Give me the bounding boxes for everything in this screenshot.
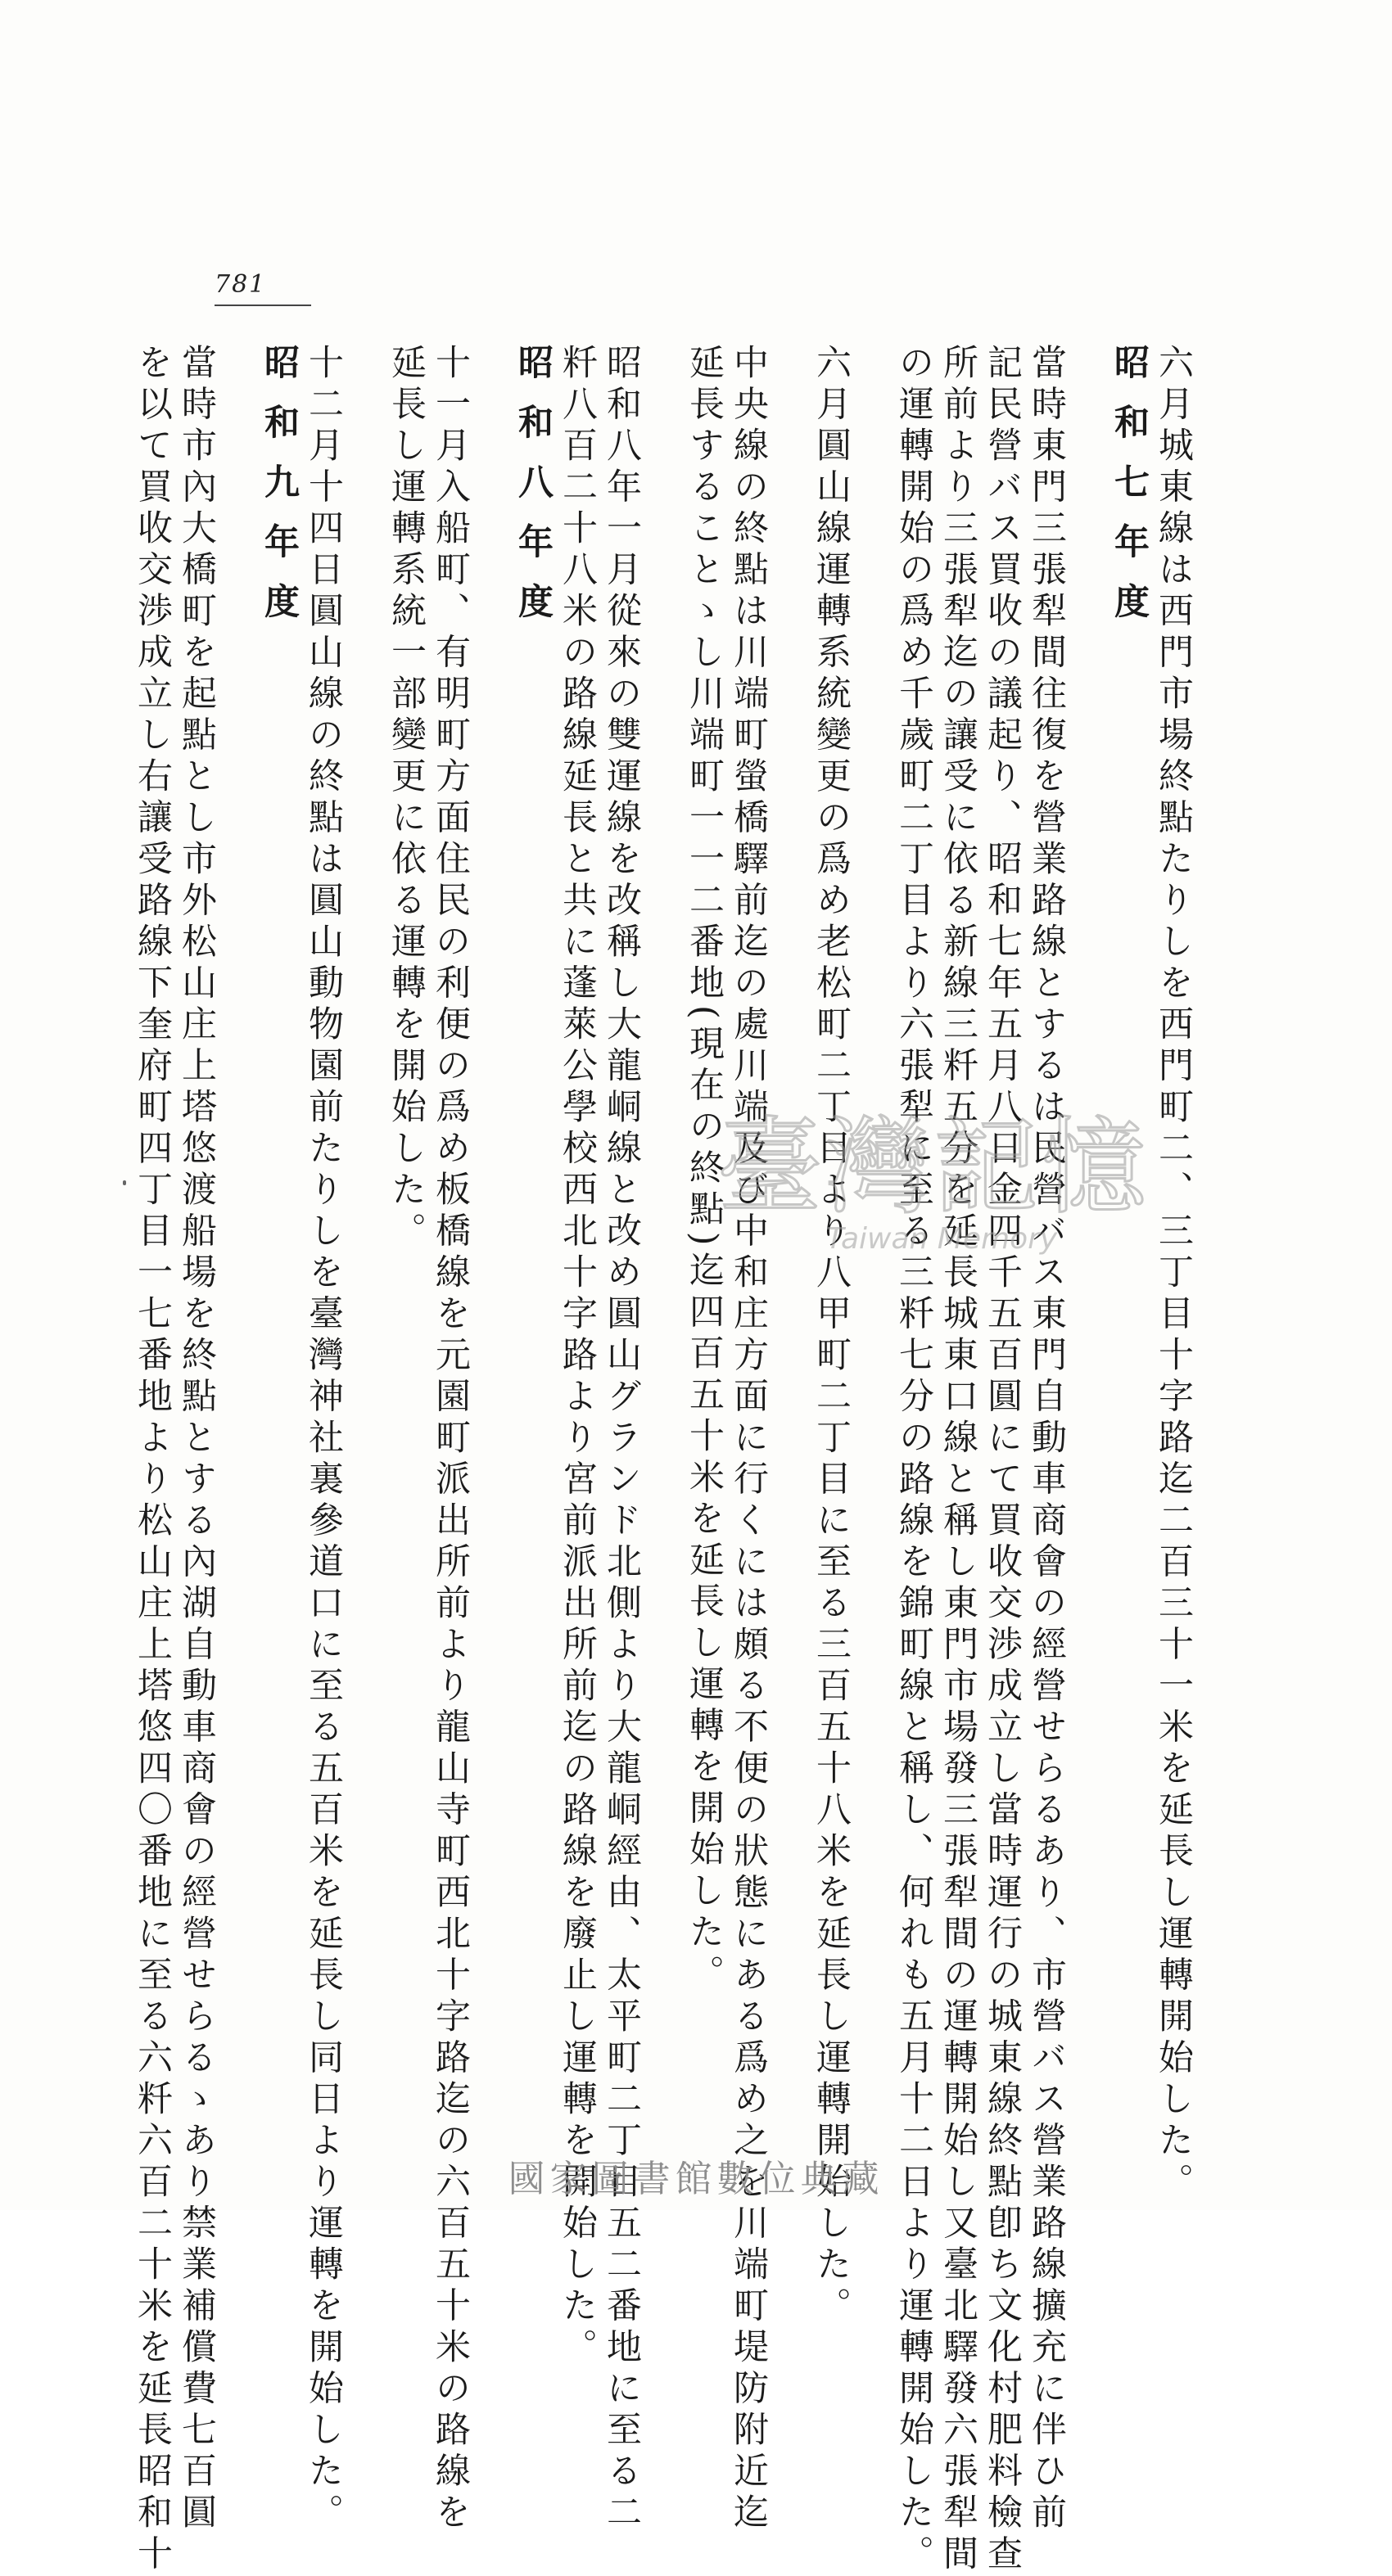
page-number-rule xyxy=(215,305,311,306)
section-heading-showa-7: 昭和七年度 xyxy=(1109,344,1150,643)
text-column-14: 延長し運轉系統一部變更に依る運轉を開始した。 xyxy=(386,344,427,1253)
text-column-5: 所前より三張犁迄の讓受に依る新線三粁五分を延長城東口線と稱し東門市場發三張犁間の運轉開始し又臺北驛發六張犁間 xyxy=(938,344,978,2576)
text-column-18: を以て買收交渉成立し右讓受路線下奎府町四丁目一七番地より松山庄上塔悠四〇番地に至る六粁六百二十米を延長昭和十 xyxy=(132,344,173,2576)
text-column-17: 當時市內大橋町を起點とし市外松山庄上塔悠渡船場を終點とする內湖自動車商會の經營せらるゝあり禁業補償費七百圓 xyxy=(176,344,217,2535)
text-column-8: 中央線の終點は川端町螢橋驛前迄の處川端及び中和庄方面に行くには頗る不便の狀態にある爲め之を川端町堤防附近迄 xyxy=(728,344,769,2535)
section-heading-showa-9: 昭和九年度 xyxy=(259,344,300,643)
section-heading-showa-8: 昭和八年度 xyxy=(513,344,554,643)
text-column-10: 昭和八年一月從來の雙運線を改稱し大龍峒線と改め圓山グランド北側より大龍峒經由、太平町二丁目五二番地に至る二 xyxy=(601,344,642,2535)
page-number: 781 xyxy=(215,270,267,299)
text-column-1: 六月城東線は西門市場終點たりしを西門町二、三丁目十字路迄二百三十一米を延長し運轉開始した。 xyxy=(1153,344,1194,2204)
text-column-3: 當時東門三張犁間往復を營業路線とするは民營バス東門自動車商會の經營せらるあり、市營バス營業路線擴充に伴ひ前 xyxy=(1026,344,1067,2535)
text-column-13: 十一月入船町、有明町方面住民の利便の爲め板橋線を元園町派出所前より龍山寺町西北十字路迄の六百五十米の路線を xyxy=(430,344,471,2535)
text-column-11: 粁八百二十八米の路線延長と共に蓬萊公學校西北十字路より宮前派出所前迄の路線を廢止し運轉を開始した。 xyxy=(557,344,598,2370)
text-column-9: 延長することゝし川端町一一二番地(現在の終點)迄四百五十米を延長し運轉を開始した。 xyxy=(684,344,725,1996)
text-column-6: の運轉開始の爲め千歲町二丁目より六張犁に至る三粁七分の路線を錦町線と稱し、何れも五月十二日より運轉開始した。 xyxy=(893,344,934,2576)
scan-speck xyxy=(123,1180,126,1185)
watermark-sub-text: Taiwan Memory xyxy=(825,1222,1058,1256)
text-column-7: 六月圓山線運轉系統變更の爲め老松町二丁目より八甲町二丁目に至る三百五十八米を延長し運轉開始した。 xyxy=(811,344,852,2328)
watermark-main-text: 臺灣記憶 xyxy=(716,1107,1150,1229)
text-column-4: 記民營バス買收の議起り、昭和七年五月八日金四千五百圓にて買收交渉成立し當時運行の城東線終點卽ち文化村肥料檢查 xyxy=(982,344,1023,2576)
library-footer-stamp: 國家圖書館數位典藏 xyxy=(508,2157,884,2200)
text-column-15: 十二月十四日圓山線の終點は圓山動物園前たりしを臺灣神社裏參道口に至る五百米を延長し同日より運轉を開始した。 xyxy=(303,344,344,2535)
